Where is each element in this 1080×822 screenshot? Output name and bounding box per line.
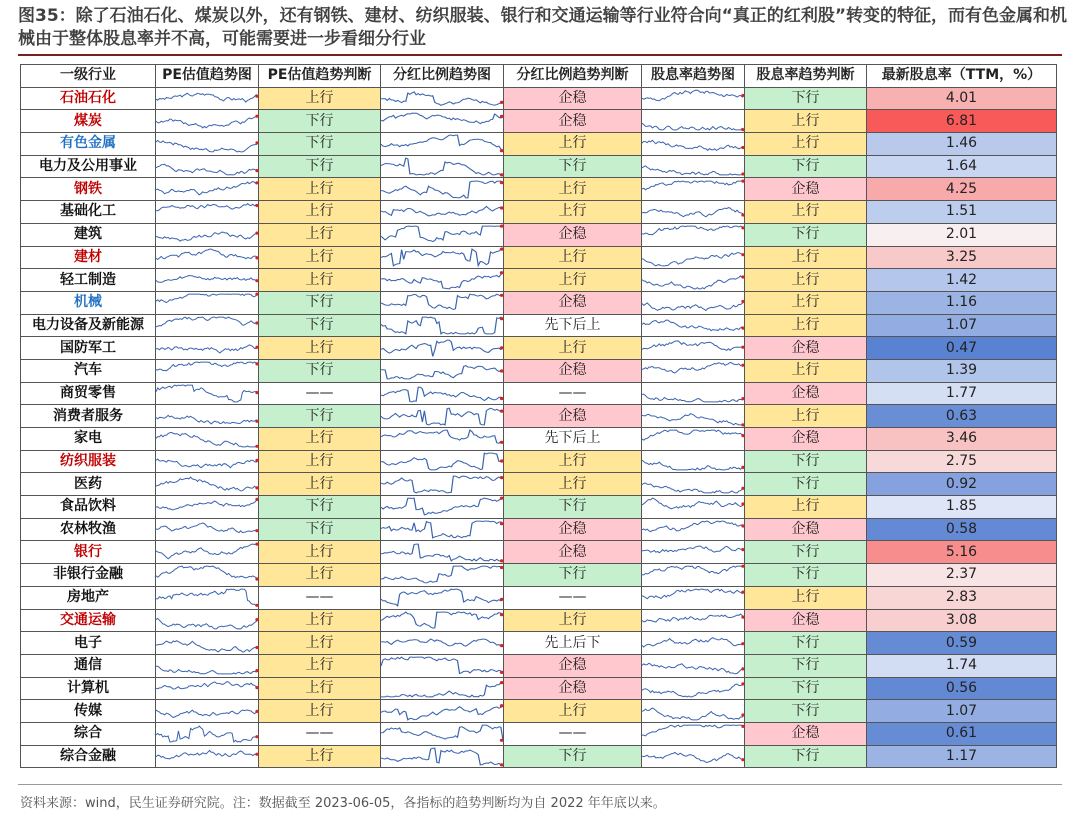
table-row: [21, 428, 1057, 451]
payout-judgment: 企稳: [504, 518, 642, 541]
industry-name: 银行: [21, 541, 156, 564]
dy-judgment: 下行: [745, 700, 867, 723]
pe-judgment: 上行: [259, 269, 381, 292]
dividend-trend-table: [20, 64, 1057, 768]
payout-judgment: 上行: [504, 700, 642, 723]
dy-trend-sparkline: [642, 87, 745, 110]
table-row: [21, 382, 1057, 405]
payout-judgment: ——: [504, 722, 642, 745]
dy-judgment: 上行: [745, 496, 867, 519]
table-row: [21, 269, 1057, 292]
latest-yield: 3.25: [867, 246, 1057, 269]
industry-name: 医药: [21, 473, 156, 496]
payout-judgment: 下行: [504, 155, 642, 178]
table-row: [21, 473, 1057, 496]
dy-trend-sparkline: [642, 518, 745, 541]
payout-trend-sparkline: [381, 518, 504, 541]
payout-trend-sparkline: [381, 745, 504, 768]
pe-trend-sparkline: [156, 564, 259, 587]
payout-trend-sparkline: [381, 359, 504, 382]
pe-trend-sparkline: [156, 337, 259, 360]
dy-judgment: 下行: [745, 541, 867, 564]
dy-trend-sparkline: [642, 677, 745, 700]
dy-trend-sparkline: [642, 745, 745, 768]
pe-trend-sparkline: [156, 405, 259, 428]
dy-trend-sparkline: [642, 133, 745, 156]
pe-trend-sparkline: [156, 496, 259, 519]
payout-trend-sparkline: [381, 609, 504, 632]
latest-yield: 1.39: [867, 359, 1057, 382]
pe-trend-sparkline: [156, 609, 259, 632]
pe-trend-sparkline: [156, 178, 259, 201]
payout-judgment: 企稳: [504, 110, 642, 133]
payout-judgment: 先下后上: [504, 314, 642, 337]
payout-judgment: ——: [504, 382, 642, 405]
dy-trend-sparkline: [642, 632, 745, 655]
pe-judgment: 上行: [259, 450, 381, 473]
payout-trend-sparkline: [381, 564, 504, 587]
pe-trend-sparkline: [156, 133, 259, 156]
payout-judgment: 上行: [504, 178, 642, 201]
table-row: [21, 359, 1057, 382]
table-row: [21, 314, 1057, 337]
pe-judgment: 上行: [259, 473, 381, 496]
payout-judgment: 下行: [504, 745, 642, 768]
payout-judgment: 先下后上: [504, 428, 642, 451]
industry-name: 交通运输: [21, 609, 156, 632]
pe-trend-sparkline: [156, 473, 259, 496]
pe-trend-sparkline: [156, 677, 259, 700]
payout-trend-sparkline: [381, 291, 504, 314]
dy-trend-sparkline: [642, 654, 745, 677]
latest-yield: 3.46: [867, 428, 1057, 451]
pe-trend-sparkline: [156, 428, 259, 451]
table-row: [21, 700, 1057, 723]
payout-judgment: 上行: [504, 269, 642, 292]
pe-trend-sparkline: [156, 201, 259, 224]
pe-judgment: 上行: [259, 564, 381, 587]
latest-yield: 1.77: [867, 382, 1057, 405]
pe-judgment: 上行: [259, 428, 381, 451]
table-row: [21, 609, 1057, 632]
latest-yield: 1.17: [867, 745, 1057, 768]
payout-trend-sparkline: [381, 450, 504, 473]
payout-trend-sparkline: [381, 541, 504, 564]
industry-name: 食品饮料: [21, 496, 156, 519]
pe-judgment: 上行: [259, 609, 381, 632]
industry-name: 电力设备及新能源: [21, 314, 156, 337]
dy-judgment: 下行: [745, 564, 867, 587]
dy-trend-sparkline: [642, 178, 745, 201]
dy-trend-sparkline: [642, 246, 745, 269]
dy-judgment: 下行: [745, 87, 867, 110]
pe-judgment: 上行: [259, 677, 381, 700]
industry-name: 建筑: [21, 223, 156, 246]
dy-judgment: 企稳: [745, 428, 867, 451]
industry-name: 传媒: [21, 700, 156, 723]
payout-judgment: 企稳: [504, 223, 642, 246]
industry-name: 国防军工: [21, 337, 156, 360]
payout-judgment: 下行: [504, 496, 642, 519]
payout-judgment: 上行: [504, 246, 642, 269]
dy-judgment: 下行: [745, 745, 867, 768]
dy-judgment: 下行: [745, 632, 867, 655]
pe-judgment: 下行: [259, 155, 381, 178]
dy-judgment: 上行: [745, 246, 867, 269]
payout-judgment: 下行: [504, 564, 642, 587]
dy-judgment: 上行: [745, 110, 867, 133]
figure-title: 图35：除了石油石化、煤炭以外，还有钢铁、建材、纺织服装、银行和交通运输等行业符合向“真正的红利股”转变的特征，而有色金属和机械由于整体股息率并不高，可能需要进一步看细分行业: [18, 6, 1068, 49]
dy-judgment: 下行: [745, 654, 867, 677]
dy-trend-sparkline: [642, 541, 745, 564]
table-row: [21, 110, 1057, 133]
payout-judgment: 上行: [504, 201, 642, 224]
pe-judgment: 上行: [259, 700, 381, 723]
pe-judgment: ——: [259, 586, 381, 609]
industry-name: 电力及公用事业: [21, 155, 156, 178]
industry-name: 通信: [21, 654, 156, 677]
payout-trend-sparkline: [381, 632, 504, 655]
dy-trend-sparkline: [642, 155, 745, 178]
industry-name: 综合: [21, 722, 156, 745]
dy-trend-sparkline: [642, 110, 745, 133]
pe-trend-sparkline: [156, 246, 259, 269]
dy-judgment: 企稳: [745, 518, 867, 541]
payout-judgment: 上行: [504, 337, 642, 360]
table-row: [21, 496, 1057, 519]
pe-trend-sparkline: [156, 291, 259, 314]
pe-trend-sparkline: [156, 654, 259, 677]
table-body: [21, 87, 1057, 768]
payout-trend-sparkline: [381, 496, 504, 519]
pe-judgment: ——: [259, 382, 381, 405]
pe-judgment: 下行: [259, 518, 381, 541]
latest-yield: 0.47: [867, 337, 1057, 360]
pe-trend-sparkline: [156, 359, 259, 382]
payout-judgment: 企稳: [504, 677, 642, 700]
pe-judgment: 下行: [259, 133, 381, 156]
payout-judgment: 企稳: [504, 405, 642, 428]
industry-name: 房地产: [21, 586, 156, 609]
payout-trend-sparkline: [381, 223, 504, 246]
dy-judgment: 上行: [745, 269, 867, 292]
header-payout-chart: 分红比例趋势图: [381, 65, 504, 88]
latest-yield: 1.42: [867, 269, 1057, 292]
header-dy-chart: 股息率趋势图: [642, 65, 745, 88]
table-row: [21, 677, 1057, 700]
source-divider: [18, 784, 1062, 785]
payout-judgment: ——: [504, 586, 642, 609]
dy-trend-sparkline: [642, 291, 745, 314]
pe-trend-sparkline: [156, 223, 259, 246]
dy-judgment: 企稳: [745, 722, 867, 745]
pe-judgment: 上行: [259, 745, 381, 768]
pe-trend-sparkline: [156, 722, 259, 745]
pe-judgment: 下行: [259, 405, 381, 428]
latest-yield: 1.16: [867, 291, 1057, 314]
industry-name: 石油石化: [21, 87, 156, 110]
payout-trend-sparkline: [381, 654, 504, 677]
latest-yield: 4.25: [867, 178, 1057, 201]
table-row: [21, 223, 1057, 246]
latest-yield: 1.51: [867, 201, 1057, 224]
table-row: [21, 632, 1057, 655]
latest-yield: 3.08: [867, 609, 1057, 632]
pe-judgment: ——: [259, 722, 381, 745]
latest-yield: 1.64: [867, 155, 1057, 178]
latest-yield: 0.61: [867, 722, 1057, 745]
payout-trend-sparkline: [381, 473, 504, 496]
latest-yield: 5.16: [867, 541, 1057, 564]
pe-judgment: 上行: [259, 632, 381, 655]
table-row: [21, 405, 1057, 428]
dy-judgment: 上行: [745, 405, 867, 428]
industry-name: 有色金属: [21, 133, 156, 156]
payout-trend-sparkline: [381, 269, 504, 292]
payout-trend-sparkline: [381, 87, 504, 110]
payout-trend-sparkline: [381, 382, 504, 405]
dy-trend-sparkline: [642, 609, 745, 632]
table-row: [21, 654, 1057, 677]
dy-trend-sparkline: [642, 382, 745, 405]
header-pe-judgment: PE估值趋势判断: [259, 65, 381, 88]
pe-trend-sparkline: [156, 700, 259, 723]
dy-trend-sparkline: [642, 450, 745, 473]
latest-yield: 2.01: [867, 223, 1057, 246]
header-industry: 一级行业: [21, 65, 156, 88]
industry-name: 农林牧渔: [21, 518, 156, 541]
payout-judgment: 先上后下: [504, 632, 642, 655]
dy-judgment: 企稳: [745, 382, 867, 405]
latest-yield: 0.92: [867, 473, 1057, 496]
industry-name: 钢铁: [21, 178, 156, 201]
industry-name: 机械: [21, 291, 156, 314]
industry-name: 商贸零售: [21, 382, 156, 405]
pe-judgment: 上行: [259, 541, 381, 564]
dy-judgment: 下行: [745, 677, 867, 700]
dy-judgment: 上行: [745, 291, 867, 314]
latest-yield: 1.46: [867, 133, 1057, 156]
latest-yield: 2.37: [867, 564, 1057, 587]
industry-name: 计算机: [21, 677, 156, 700]
pe-trend-sparkline: [156, 110, 259, 133]
header-pe-chart: PE估值趋势图: [156, 65, 259, 88]
pe-trend-sparkline: [156, 269, 259, 292]
latest-yield: 1.07: [867, 700, 1057, 723]
source-note: 资料来源：wind，民生证券研究院。注：数据截至 2023-06-05，各指标的趋势判断均为自 2022 年年底以来。: [20, 796, 666, 811]
table-row: [21, 722, 1057, 745]
pe-judgment: 上行: [259, 223, 381, 246]
dy-trend-sparkline: [642, 473, 745, 496]
dy-trend-sparkline: [642, 428, 745, 451]
latest-yield: 0.58: [867, 518, 1057, 541]
dy-trend-sparkline: [642, 359, 745, 382]
payout-judgment: 企稳: [504, 654, 642, 677]
pe-trend-sparkline: [156, 518, 259, 541]
pe-judgment: 下行: [259, 359, 381, 382]
industry-name: 非银行金融: [21, 564, 156, 587]
pe-judgment: 下行: [259, 110, 381, 133]
pe-trend-sparkline: [156, 382, 259, 405]
dy-judgment: 下行: [745, 450, 867, 473]
table-row: [21, 518, 1057, 541]
payout-trend-sparkline: [381, 246, 504, 269]
pe-trend-sparkline: [156, 541, 259, 564]
dy-judgment: 企稳: [745, 178, 867, 201]
industry-name: 综合金融: [21, 745, 156, 768]
table-row: [21, 201, 1057, 224]
dy-trend-sparkline: [642, 586, 745, 609]
dy-trend-sparkline: [642, 201, 745, 224]
dy-judgment: 上行: [745, 314, 867, 337]
pe-trend-sparkline: [156, 87, 259, 110]
industry-name: 家电: [21, 428, 156, 451]
latest-yield: 1.07: [867, 314, 1057, 337]
industry-name: 电子: [21, 632, 156, 655]
table-row: [21, 246, 1057, 269]
header-dy-judgment: 股息率趋势判断: [745, 65, 867, 88]
dy-judgment: 上行: [745, 201, 867, 224]
payout-trend-sparkline: [381, 155, 504, 178]
payout-judgment: 企稳: [504, 541, 642, 564]
latest-yield: 1.85: [867, 496, 1057, 519]
dy-judgment: 下行: [745, 155, 867, 178]
pe-judgment: 上行: [259, 178, 381, 201]
pe-judgment: 上行: [259, 246, 381, 269]
table-row: [21, 87, 1057, 110]
pe-judgment: 上行: [259, 201, 381, 224]
payout-trend-sparkline: [381, 337, 504, 360]
pe-judgment: 上行: [259, 654, 381, 677]
dy-judgment: 下行: [745, 223, 867, 246]
payout-trend-sparkline: [381, 586, 504, 609]
dy-judgment: 上行: [745, 133, 867, 156]
dy-trend-sparkline: [642, 496, 745, 519]
payout-judgment: 上行: [504, 450, 642, 473]
title-divider: [18, 54, 1062, 56]
payout-trend-sparkline: [381, 110, 504, 133]
payout-trend-sparkline: [381, 314, 504, 337]
table-row: [21, 133, 1057, 156]
latest-yield: 4.01: [867, 87, 1057, 110]
industry-name: 煤炭: [21, 110, 156, 133]
payout-trend-sparkline: [381, 722, 504, 745]
dy-judgment: 上行: [745, 586, 867, 609]
payout-trend-sparkline: [381, 133, 504, 156]
payout-trend-sparkline: [381, 677, 504, 700]
payout-judgment: 企稳: [504, 291, 642, 314]
latest-yield: 6.81: [867, 110, 1057, 133]
dy-trend-sparkline: [642, 564, 745, 587]
payout-trend-sparkline: [381, 201, 504, 224]
dy-trend-sparkline: [642, 700, 745, 723]
industry-name: 纺织服装: [21, 450, 156, 473]
dy-judgment: 企稳: [745, 609, 867, 632]
payout-judgment: 企稳: [504, 359, 642, 382]
payout-trend-sparkline: [381, 700, 504, 723]
dy-trend-sparkline: [642, 722, 745, 745]
table-row: [21, 564, 1057, 587]
header-row: [21, 65, 1057, 88]
dy-judgment: 下行: [745, 473, 867, 496]
header-payout-judgment: 分红比例趋势判断: [504, 65, 642, 88]
dy-judgment: 上行: [745, 359, 867, 382]
latest-yield: 0.59: [867, 632, 1057, 655]
industry-name: 汽车: [21, 359, 156, 382]
payout-judgment: 上行: [504, 609, 642, 632]
pe-judgment: 下行: [259, 496, 381, 519]
pe-trend-sparkline: [156, 586, 259, 609]
dy-trend-sparkline: [642, 223, 745, 246]
pe-judgment: 下行: [259, 291, 381, 314]
pe-judgment: 上行: [259, 337, 381, 360]
pe-judgment: 上行: [259, 87, 381, 110]
table-row: [21, 337, 1057, 360]
pe-trend-sparkline: [156, 450, 259, 473]
latest-yield: 0.56: [867, 677, 1057, 700]
payout-judgment: 上行: [504, 473, 642, 496]
payout-judgment: 企稳: [504, 87, 642, 110]
table-row: [21, 586, 1057, 609]
dy-trend-sparkline: [642, 314, 745, 337]
pe-trend-sparkline: [156, 632, 259, 655]
table-row: [21, 450, 1057, 473]
dy-judgment: 企稳: [745, 337, 867, 360]
table-row: [21, 155, 1057, 178]
latest-yield: 2.83: [867, 586, 1057, 609]
pe-trend-sparkline: [156, 314, 259, 337]
payout-trend-sparkline: [381, 405, 504, 428]
dy-trend-sparkline: [642, 405, 745, 428]
pe-trend-sparkline: [156, 745, 259, 768]
table-row: [21, 178, 1057, 201]
table-row: [21, 541, 1057, 564]
dy-trend-sparkline: [642, 269, 745, 292]
industry-name: 轻工制造: [21, 269, 156, 292]
payout-trend-sparkline: [381, 178, 504, 201]
industry-name: 基础化工: [21, 201, 156, 224]
table-row: [21, 745, 1057, 768]
latest-yield: 2.75: [867, 450, 1057, 473]
payout-trend-sparkline: [381, 428, 504, 451]
payout-judgment: 上行: [504, 133, 642, 156]
dy-trend-sparkline: [642, 337, 745, 360]
industry-name: 建材: [21, 246, 156, 269]
latest-yield: 1.74: [867, 654, 1057, 677]
pe-trend-sparkline: [156, 155, 259, 178]
header-latest-yield: 最新股息率（TTM，%）: [867, 65, 1057, 88]
latest-yield: 0.63: [867, 405, 1057, 428]
pe-judgment: 下行: [259, 314, 381, 337]
industry-name: 消费者服务: [21, 405, 156, 428]
table-row: [21, 291, 1057, 314]
